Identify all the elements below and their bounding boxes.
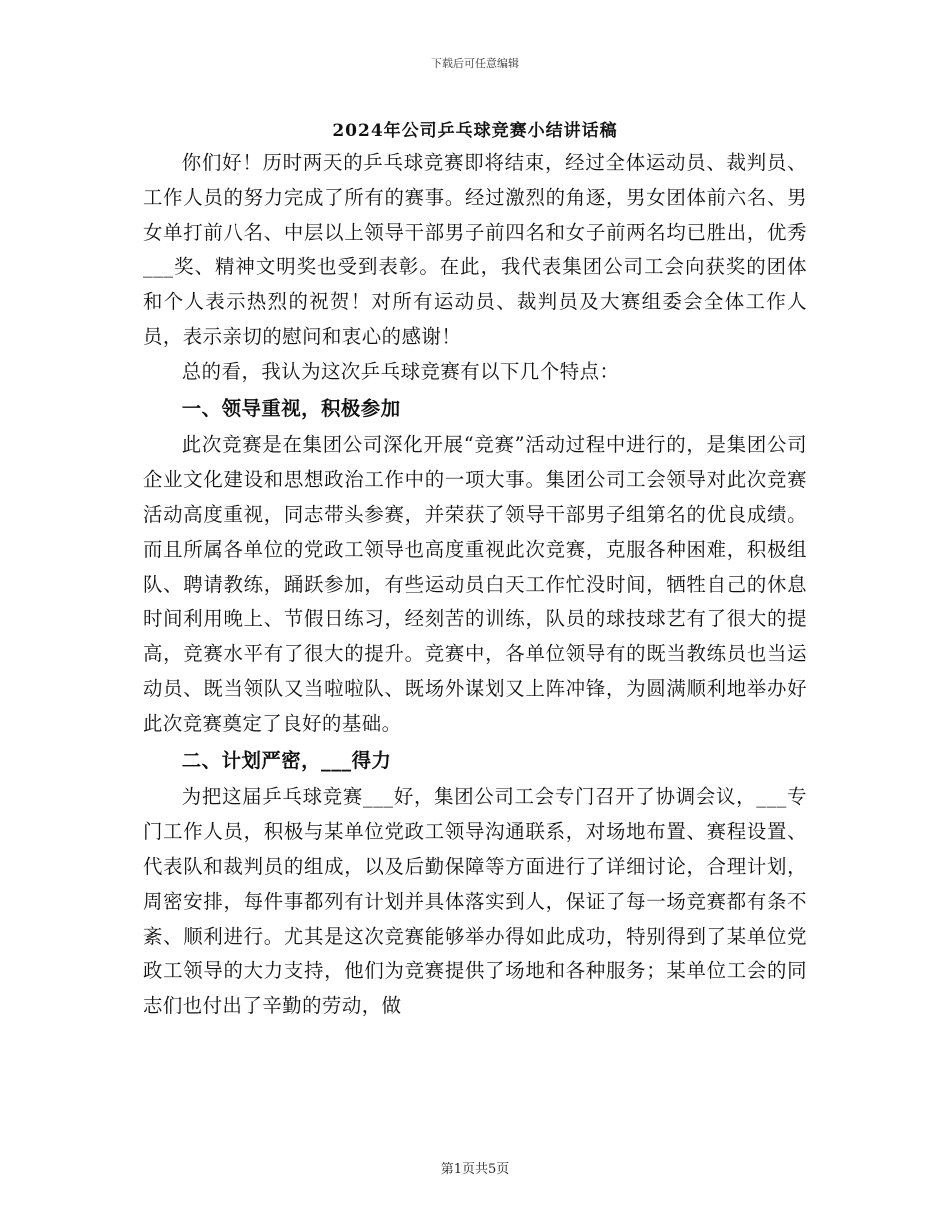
header-note: 下载后可任意编辑	[431, 57, 519, 70]
paragraph-section-1: 此次竞赛是在集团公司深化开展“竞赛”活动过程中进行的，是集团公司企业文化建设和思想政治工作中的一项大事。集团公司工会领导对此次竞赛活动高度重视，同志带头参赛，并荣获了领导干部男子组第名的优良成绩。而且所属各单位的党政工领导也高度重视此次竞赛，克服各种困难，积极组队、聘请教练，踊跃参加，有些运动员白天工作忙没时间，牺牲自己的休息时间利用晚上、节假日练习，经刻苦的训练，队员的球技球艺有了很大的提高，竞赛水平有了很大的提升。竞赛中，各单位领导有的既当教练员也当运动员、既当领队又当啦啦队、既场外谋划又上阵冲锋，为圆满顺利地举办好此次竞赛奠定了良好的基础。	[143, 433, 807, 735]
page-number: 第1页共5页	[440, 1162, 510, 1177]
document-title: 2024年公司乒乓球竞赛小结讲话稿	[332, 121, 618, 141]
section-heading-2: 二、计划严密，___得力	[181, 748, 392, 772]
document-body	[143, 146, 807, 1024]
section-heading-1: 一、领导重视，积极参加	[181, 396, 401, 420]
paragraph-summary-intro: 总的看，我认为这次乒乓球竞赛有以下几个特点：	[181, 359, 620, 383]
paragraph-greeting: 你们好！历时两天的乒乓球竞赛即将结束，经过全体运动员、裁判员、工作人员的努力完成了所有的赛事。经过激烈的角逐，男女团体前六名、男女单打前八名、中层以上领导干部男子前四名和女子前两名均已胜出，优秀___奖、精神文明奖也受到表彰。在此，我代表集团公司工会向获奖的团体和个人表示热烈的祝贺！对所有运动员、裁判员及大赛组委会全体工作人员，表示亲切的慰问和衷心的感谢！	[143, 151, 807, 348]
paragraph-section-2: 为把这届乒乓球竞赛___好，集团公司工会专门召开了协调会议，___专门工作人员，积极与某单位党政工领导沟通联系，对场地布置、赛程设置、代表队和裁判员的组成，以及后勤保障等方面进行了详细讨论，合理计划，周密安排，每件事都列有计划并具体落实到人，保证了每一场竞赛都有条不紊、顺利进行。尤其是这次竞赛能够举办得如此成功，特别得到了某单位党政工领导的大力支持，他们为竞赛提供了场地和各种服务；某单位工会的同志们也付出了辛勤的劳动，做	[143, 785, 807, 1018]
